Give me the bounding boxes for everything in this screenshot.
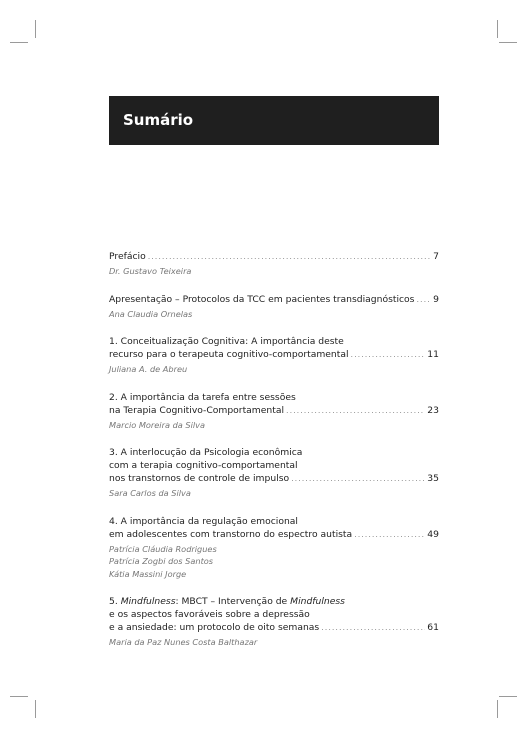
- page-number: 61: [427, 622, 439, 633]
- toc-author: Ana Claudia Ornelas: [109, 308, 193, 319]
- toc-line: [109, 515, 439, 528]
- toc-author: Sara Carlos da Silva: [109, 488, 191, 498]
- page-number: 11: [427, 349, 439, 360]
- toc-title: e a ansiedade: um protocolo de oito semanas: [109, 622, 320, 633]
- toc-title: [109, 595, 345, 608]
- crop-mark: [10, 42, 28, 43]
- toc-entry-chapter-1[interactable]: [109, 335, 439, 376]
- toc-line: [109, 391, 439, 404]
- toc-line: [109, 621, 439, 634]
- crop-mark: [497, 20, 498, 38]
- page-title: Sumário: [123, 111, 194, 129]
- toc-title: Prefácio: [109, 251, 146, 262]
- crop-mark: [10, 696, 28, 697]
- toc-title: 1. Conceitualização Cognitiva: A importância deste: [109, 336, 344, 347]
- summary-header: [109, 96, 439, 145]
- page-number: 35: [427, 473, 439, 484]
- crop-mark: [499, 696, 517, 697]
- page-number: 23: [427, 404, 439, 416]
- dot-leader: [321, 621, 425, 634]
- toc-author: Maria da Paz Nunes Costa Balthazar: [109, 637, 258, 647]
- toc-title-part: : MBCT – Intervenção de: [175, 596, 291, 607]
- dot-leader: [148, 250, 431, 263]
- toc-title-emphasis: Mindfulness: [120, 596, 176, 607]
- toc-line: [109, 595, 439, 608]
- dot-leader: [286, 404, 425, 417]
- toc-title: 3. A interlocução da Psicologia econômica: [109, 447, 303, 458]
- page-number: 7: [433, 251, 439, 262]
- page-number: 9: [433, 293, 439, 305]
- toc-title-part: 5.: [109, 596, 121, 607]
- toc-line: [109, 404, 439, 417]
- toc-title: 4. A importância da regulação emocional: [109, 515, 298, 527]
- toc-line: [109, 472, 439, 485]
- toc-line: [109, 348, 439, 361]
- toc-entry-prefacio[interactable]: [109, 250, 439, 278]
- dot-leader: [416, 293, 431, 306]
- toc-author: Kátia Massini Jorge: [109, 568, 187, 579]
- dot-leader: [291, 472, 425, 485]
- crop-mark: [35, 700, 36, 718]
- toc-title: com a terapia cognitivo-comportamental: [109, 460, 298, 471]
- toc-author: Juliana A. de Abreu: [109, 364, 188, 374]
- toc-line: [109, 528, 439, 541]
- toc-title: e os aspectos favoráveis sobre a depressão: [109, 609, 310, 620]
- toc-title: recurso para o terapeuta cognitivo-comportamental: [109, 349, 349, 360]
- toc-author: Patrícia Zogbi dos Santos: [109, 556, 214, 566]
- toc-line: [109, 446, 439, 459]
- toc-title: Apresentação – Protocolos da TCC em pacientes transdiagnósticos: [109, 293, 415, 305]
- toc-author: Dr. Gustavo Teixeira: [109, 266, 192, 276]
- dot-leader: [351, 348, 426, 361]
- crop-mark: [499, 42, 517, 43]
- toc-title: na Terapia Cognitivo-Comportamental: [109, 404, 285, 416]
- toc-line: [109, 459, 439, 472]
- table-of-contents: [109, 250, 439, 664]
- toc-entry-chapter-3[interactable]: [109, 446, 439, 500]
- toc-title: em adolescentes com transtorno do espectro autista: [109, 528, 353, 540]
- toc-entry-chapter-5[interactable]: [109, 595, 439, 649]
- page-number: 49: [427, 528, 439, 540]
- dot-leader: [354, 528, 425, 541]
- toc-author: Patrícia Cláudia Rodrigues: [109, 543, 217, 554]
- toc-entry-chapter-2[interactable]: [109, 391, 439, 432]
- toc-line: [109, 608, 439, 621]
- toc-title: 2. A importância da tarefa entre sessões: [109, 391, 296, 403]
- toc-line: [109, 293, 439, 306]
- toc-title: nos transtornos de controle de impulso: [109, 473, 290, 484]
- toc-entry-apresentacao[interactable]: [109, 293, 439, 321]
- toc-entry-chapter-4[interactable]: [109, 515, 439, 581]
- crop-mark: [497, 700, 498, 718]
- toc-author: Marcio Moreira da Silva: [109, 419, 205, 430]
- toc-title-emphasis: Mindfulness: [290, 596, 345, 607]
- toc-line: [109, 250, 439, 263]
- toc-line: [109, 335, 439, 348]
- crop-mark: [35, 20, 36, 38]
